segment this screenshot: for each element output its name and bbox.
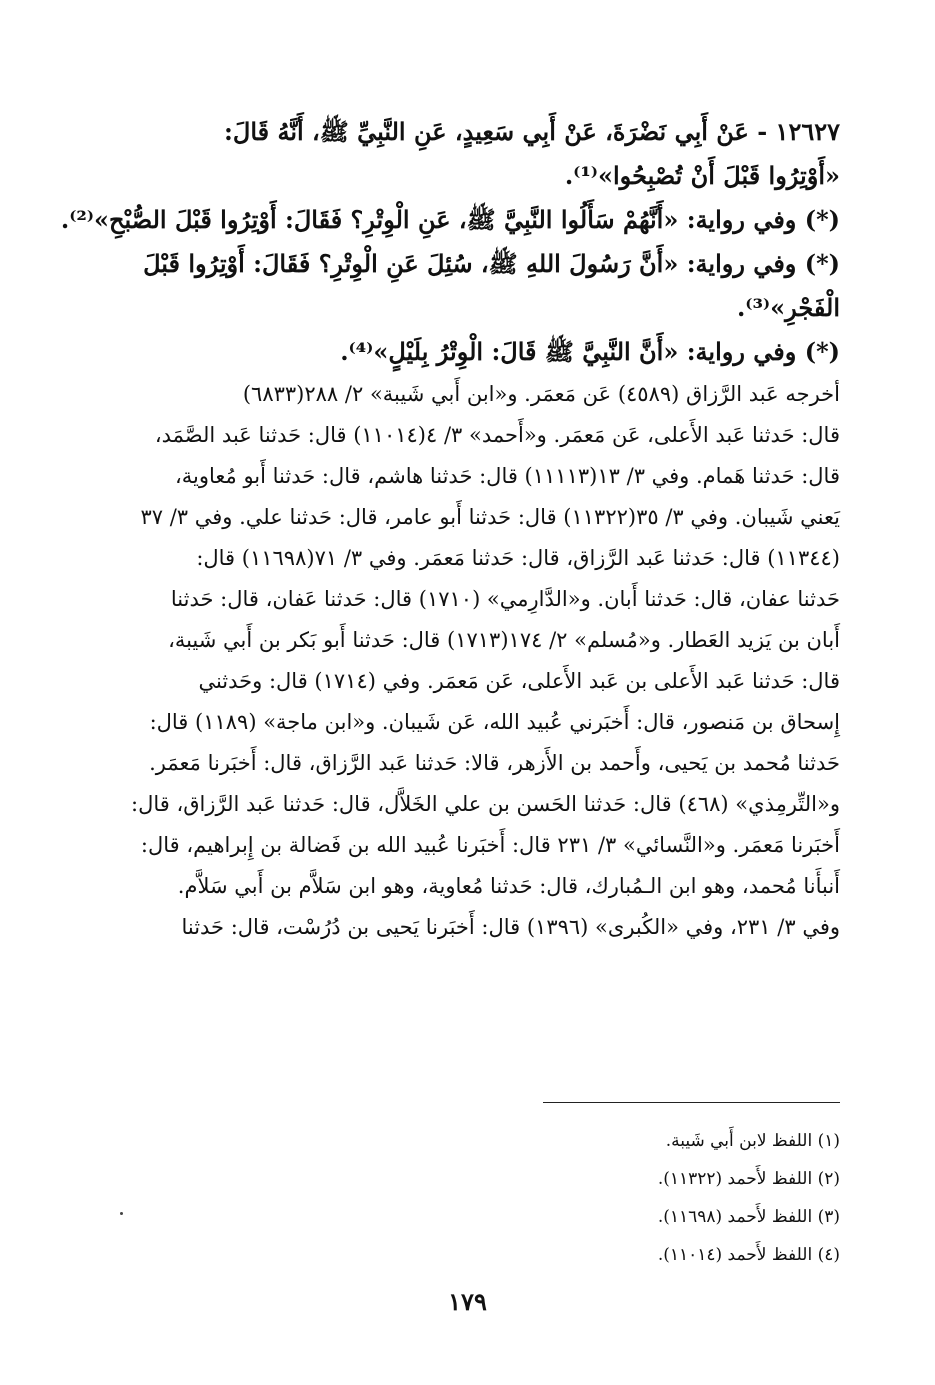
footnote-1: (١) اللفظ لابن أَبي شَيبة. bbox=[665, 1131, 840, 1151]
footnotes bbox=[400, 1122, 840, 1274]
main-text bbox=[60, 110, 840, 948]
footnote-3: (٣) اللفظ لأَحمد (١١٦٩٨). bbox=[657, 1207, 840, 1227]
takhrij-line: و«التِّرمِذي» (٤٦٨) قال: حَدثنا الحَسن بن علي الخَلاَّل، قال: حَدثنا عَبد الرَّزاق، قال: bbox=[131, 792, 840, 816]
narration-2: (*) وفي رواية: «أَنَّ رَسُولَ اللهِ ﷺ، سُئِلَ عَنِ الْوِتْرِ؟ فَقَالَ: أَوْتِرُوا قَبْلَ bbox=[143, 249, 840, 278]
takhrij-line: (١١٣٤٤) قال: حَدثنا عَبد الرَّزاق، قال: حَدثنا مَعمَر. وفي ٣/ ٧١(١١٦٩٨) قال: bbox=[196, 546, 840, 570]
takhrij-line: قال: حَدثنا عَبد الأَعلى بن عَبد الأَعلى، عَن مَعمَر. وفي (١٧١٤) قال: وحَدثني bbox=[198, 669, 840, 693]
narration-3: (*) وفي رواية: «أَنَّ النَّبِيَّ ﷺ قَالَ: الْوِتْرُ بِلَيْلٍ»⁽⁴⁾. bbox=[340, 337, 840, 366]
takhrij-line: حَدثنا عفان، قال: حَدثنا أَبان. و«الدَّارِمي» (١٧١٠) قال: حَدثنا عَفان، قال: حَدثنا bbox=[170, 587, 840, 611]
takhrij-paragraph bbox=[100, 374, 840, 948]
takhrij-line: قال: حَدثنا عَبد الأَعلى، عَن مَعمَر. و«أَحمد» ٣/ ٤(١١٠١٤) قال: حَدثنا عَبد الصَّمَد، bbox=[154, 423, 840, 447]
hadith-line-1: ١٢٦٢٧ - عَنْ أَبِي نَضْرَةَ، عَنْ أَبِي سَعِيدٍ، عَنِ النَّبِيِّ ﷺ، أَنَّهُ قَالَ: bbox=[224, 117, 840, 146]
takhrij-line: قال: حَدثنا هَمام. وفي ٣/ ١٣(١١١١٣) قال: حَدثنا هاشم، قال: حَدثنا أَبو مُعاوية، bbox=[174, 464, 840, 488]
hadith-line-2: «أَوْتِرُوا قَبْلَ أَنْ تُصْبِحُوا»⁽¹⁾. bbox=[564, 161, 840, 190]
footnote-2: (٢) اللفظ لأَحمد (١١٣٢٢). bbox=[657, 1169, 840, 1189]
takhrij-line: أَخبَرنا مَعمَر. و«النَّسائي» ٣/ ٢٣١ قال: أَخبَرنا عُبيد الله بن فَضالة بن إِبراهيم، قال: bbox=[140, 833, 840, 857]
takhrij-line: يَعني شَيبان. وفي ٣/ ٣٥(١١٣٢٢) قال: حَدثنا أَبو عامر، قال: حَدثنا علي. وفي ٣/ ٣٧ bbox=[140, 505, 840, 529]
narration-1: (*) وفي رواية: «أَنَّهُمْ سَأَلُوا النَّبِيَّ ﷺ، عَنِ الْوِتْرِ؟ فَقَالَ: أَوْتِرُوا قَبْلَ الصُّبْحِ»⁽²⁾. bbox=[60, 205, 840, 234]
footnote-4: (٤) اللفظ لأَحمد (١١٠١٤). bbox=[657, 1245, 840, 1265]
takhrij-line: حَدثنا مُحمد بن يَحيى، وأَحمد بن الأَزهر، قالا: حَدثنا عَبد الرَّزاق، قال: أَخبَرنا مَعمَر. bbox=[149, 751, 840, 775]
footnote-divider bbox=[543, 1102, 840, 1103]
print-speck bbox=[120, 1212, 123, 1215]
takhrij-line: أَنبأَنا مُحمد، وهو ابن الـمُبارك، قال: حَدثنا مُعاوية، وهو ابن سَلاَّم بن أَبي سَلاَّم. bbox=[177, 874, 840, 898]
narration-2-continued: الْفَجْرِ»⁽³⁾. bbox=[736, 293, 840, 322]
takhrij-line: وفي ٣/ ٢٣١، وفي «الكُبرى» (١٣٩٦) قال: أَخبَرنا يَحيى بن دُرُسْت، قال: حَدثنا bbox=[181, 915, 840, 939]
page-number: ١٧٩ bbox=[448, 1287, 487, 1316]
takhrij-line: إِسحاق بن مَنصور، قال: أَخبَرني عُبيد الله، عَن شَيبان. و«ابن ماجة» (١١٨٩) قال: bbox=[149, 710, 840, 734]
takhrij-line: أخرجه عَبد الرَّزاق (٤٥٨٩) عَن مَعمَر. و«ابن أَبي شَيبة» ٢/ ٢٨٨(٦٨٣٣) bbox=[242, 382, 840, 406]
takhrij-line: أَبان بن يَزيد العَطار. و«مُسلم» ٢/ ١٧٤(١٧١٣) قال: حَدثنا أَبو بَكر بن أَبي شَيبة، bbox=[168, 628, 840, 652]
